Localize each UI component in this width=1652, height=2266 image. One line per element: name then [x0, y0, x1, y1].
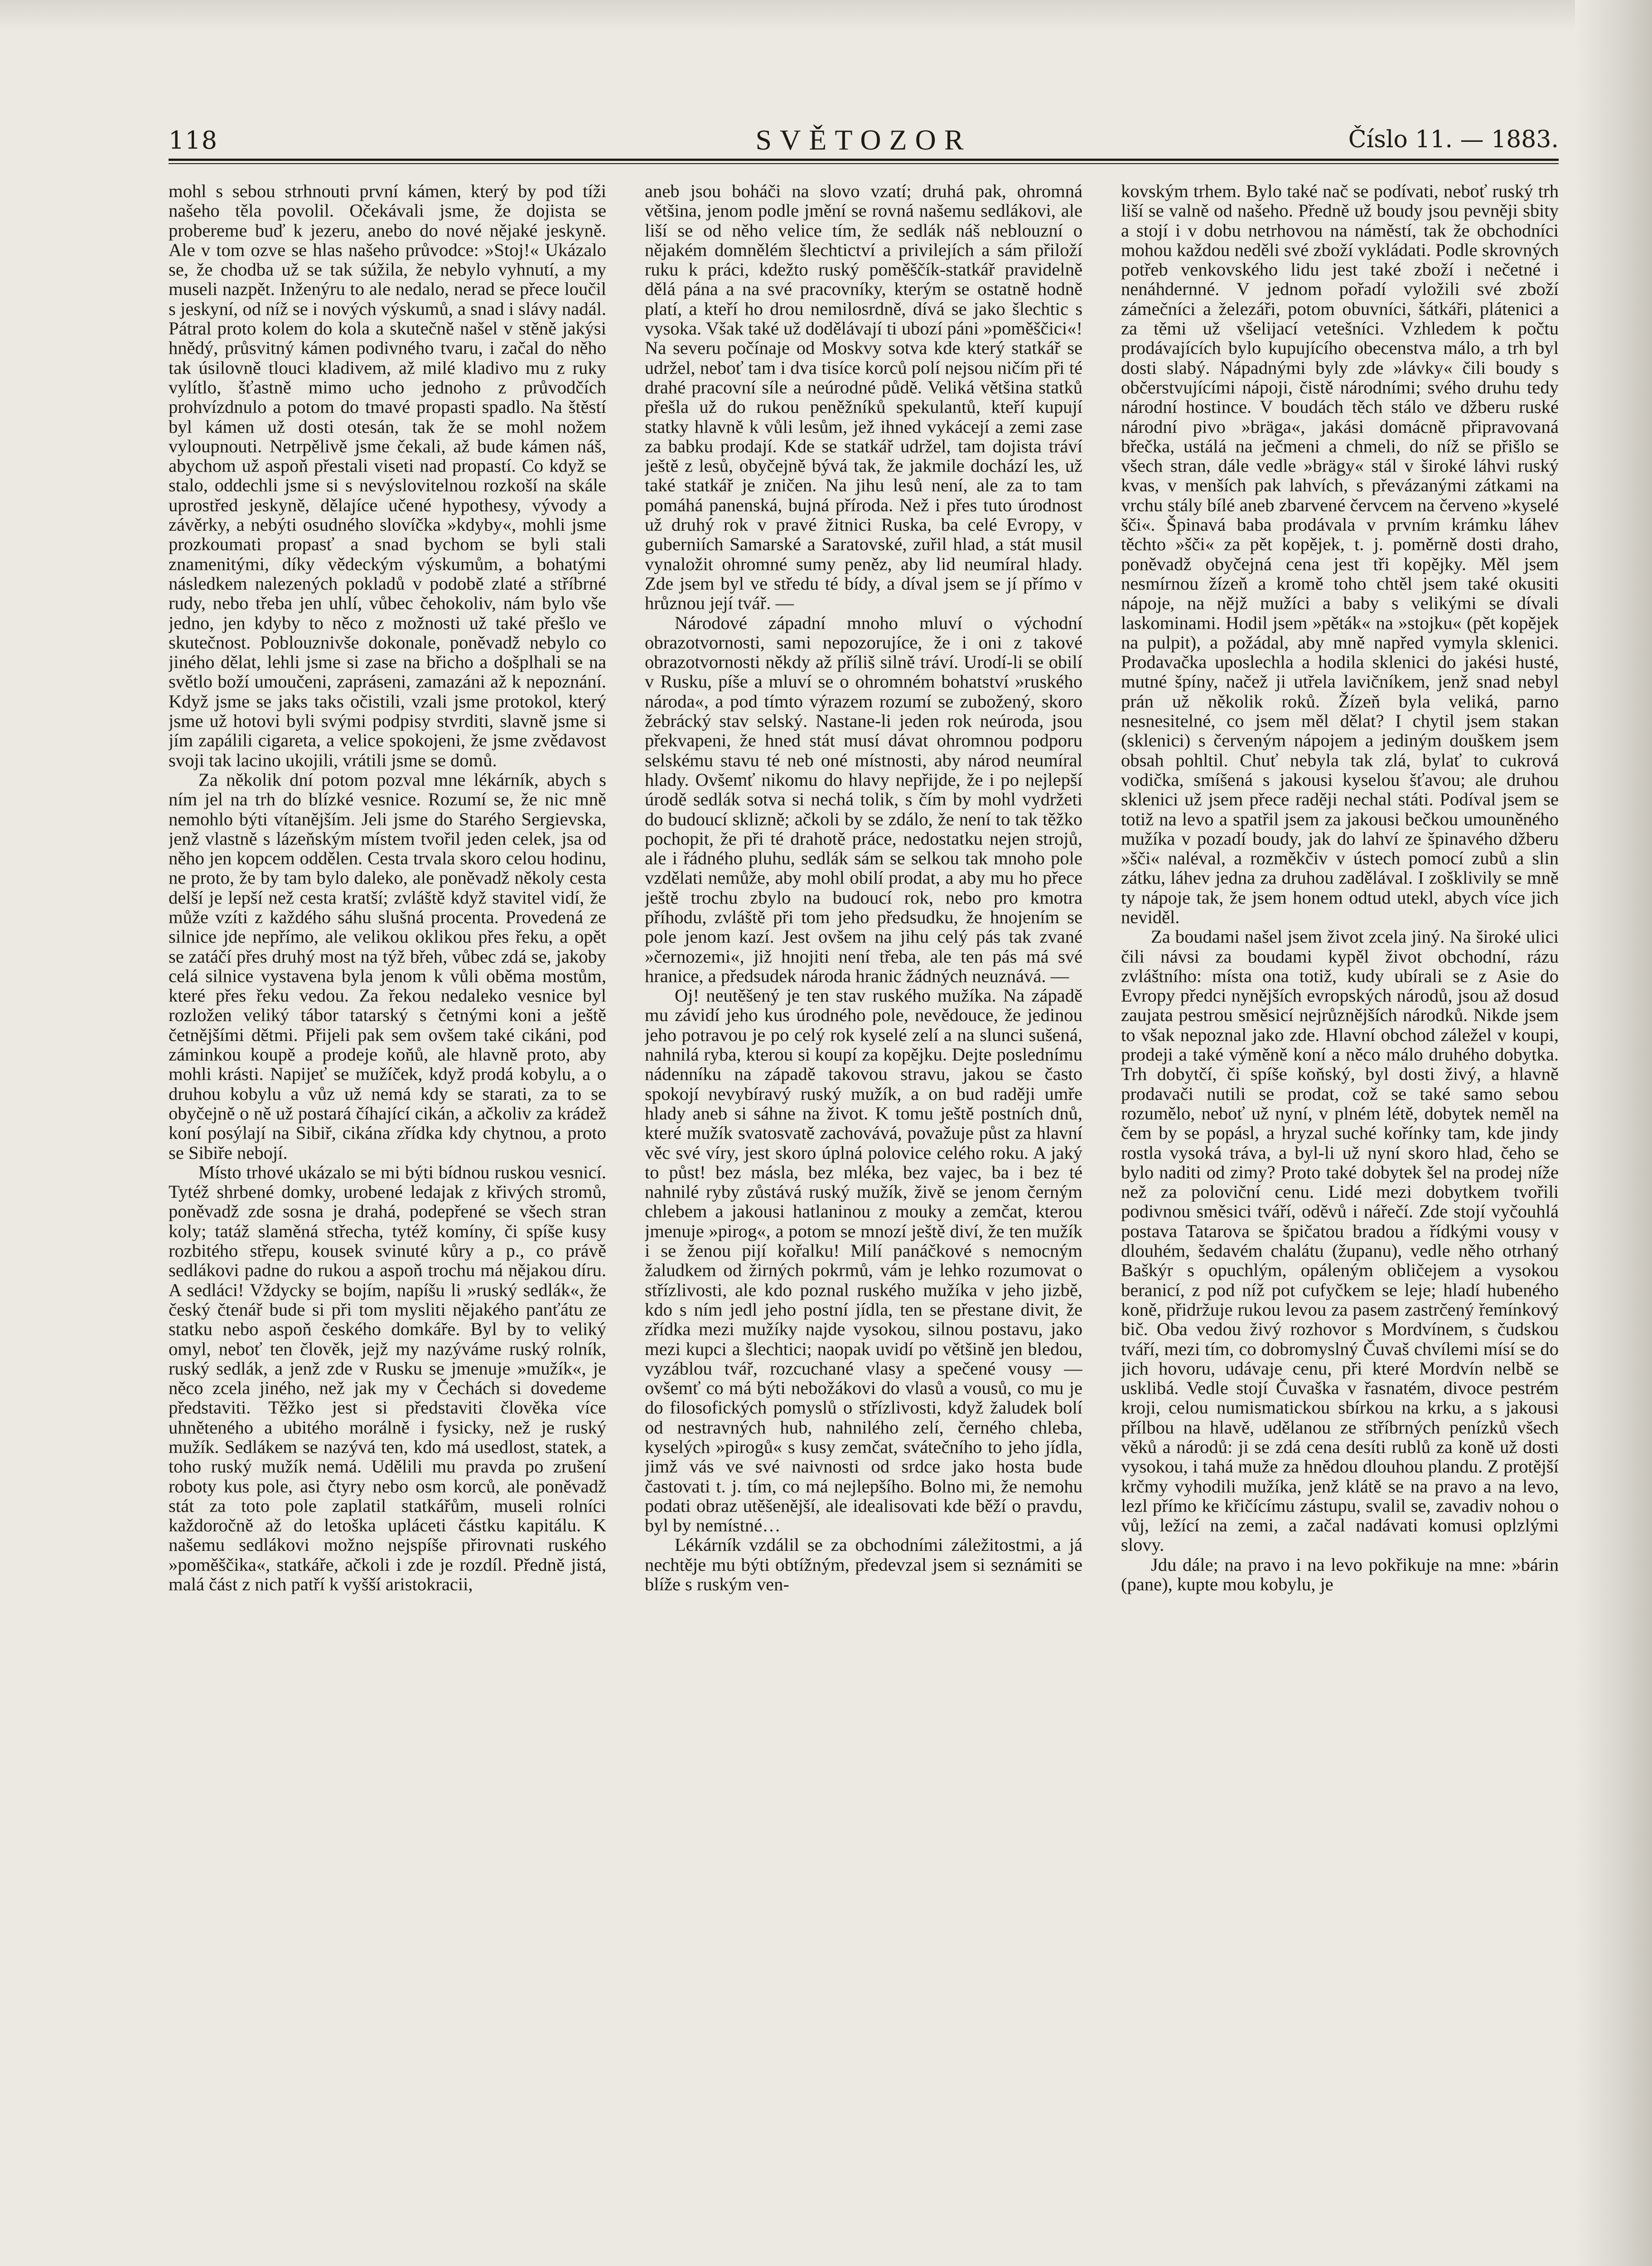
paragraph: Lékárník vzdálil se za obchodními záležitostmi, a já nechtěje mu býti obtížným, předevzal jsem si seznámiti se blíže s ruským ven-	[645, 1535, 1082, 1595]
paragraph: Za boudami našel jsem život zcela jiný. Na široké ulici čili návsi za boudami kypěl život obchodní, rázu zvláštního: místa ona totiž, kudy ubírali se z Asie do Evropy předci nynějších evropských národů, jsou až dosud zaujata pestrou směsicí nejrůznějších národků. Nikde jsem to však nepoznal jako zde. Hlavní obchod záležel v koupi, prodeji a také výměně koní a něco málo druhého dobytka. Trh dobytčí, či spíše koňský, byl dosti živý, a hlavně prodavači nutili se prodat, což se také samo sebou rozumělo, neboť už nyní, v plném létě, dobytek neměl na čem by se popásl, a hryzal suché kořínky tam, kde jindy rostla vysoká tráva, a byl-li už nyní skoro hlad, čeho se bylo naditi od zimy? Proto také dobytek šel na prodej níže než za poloviční cenu. Lidé mezi dobytkem tvořili podivnou směsici tváří, oděvů i nářečí. Zde stojí vyčouhlá postava Tatarova se špičatou bradou a řídkými vousy v dlouhém, šedavém chalátu (županu), vedle něho otrhaný Baškýr s opuchlým, opáleným obličejem a vysokou beranicí, z pod níž pot cufyčkem se leje; hladí hubeného koně, přidržuje rukou levou za pasem zastrčený řemínkový bič. Oba vedou živý rozhovor s Mordvínem, s čudskou tváří, mezi tím, co dobromyslný Čuvaš chvílemi mísí se do jich hovoru, udávaje cenu, při které Mordvín nelbě se usklibá. Vedle stojí Čuvaška v řasnatém, divoce pestrém kroji, celou numismatickou sbírkou na krku, a s jakousi přílbou na hlavě, udělanou ze stříbrných penízků všech věků a národů: ji se zdá cena desíti rublů za koně už dosti vysokou, i tahá muže za hnědou dlouhou plandu. Z protější krčmy vyhodili mužíka, jenž klátě se na pravo a na levo, lezl přímo ke křičícímu zástupu, svalil se, zavadiv nohou o vůj, ležící na zemi, a začal nadávati komusi oplzlými slovy.	[1121, 926, 1559, 1555]
masthead-title: SVĚTOZOR	[755, 124, 972, 156]
paragraph: kovským trhem. Bylo také nač se podívati, neboť ruský trh liší se valně od našeho. Předně už boudy jsou pevněji sbity a stojí i v dobu netrhovou na náměstí, tak že obchodníci mohou každou neděli své zboží vykládati. Podle skrovných potřeb venkovského lidu jest také zboží i nečetné i nenáhdernné. V jednom pořadí vyložili své zboží zámečníci a železáři, potom obuvníci, šátkáři, plátenici a za těmi už všelijací vetešníci. Vzhledem k počtu prodávajících bylo kupujícího obecenstva málo, a trh byl dosti slabý. Nápadnými byly zde »lávky« čili boudy s občerstvujícími nápoji, čistě národními; svého druhu tedy národní hostince. V boudách těch stálo ve džberu ruské národní pivo »bräga«, jakási domácně připravovaná břečka, ustálá na ječmeni a chmeli, do níž se přišlo se všech stran, dále vedle »brägy« stál v široké láhvi ruský kvas, v menších pak lahvích, s převázanými zátkami na vrchu stály bílé aneb zbarvené červcem na červeno »kyselé šči«. Špinavá baba prodávala v prvním krámku láhev těchto »šči« za pět kopějek, t. j. poměrně dosti draho, poněvadž obyčejná cena jest tři kopějky. Měl jsem nesmírnou žízeň a kromě toho chtěl jsem také okusiti nápoje, na nějž mužíci a baby s velikými se dívali laskominami. Hodil jsem »pěták« na »stojku« (pět kopějek na pulpit), a požádal, aby mně napřed vymyla sklenici. Prodavačka uposlechla a hodila sklenici do jakési husté, mutné špíny, načež ji utřela lavičníkem, jenž snad nebyl prán už několik roků. Žízeň byla veliká, parno nesnesitelné, co jsem měl dělat? I chytil jsem stakan (sklenici) s červeným nápojem a jediným douškem jsem obsah pohltil. Chuť nebyla tak zlá, bylať to cukrová vodička, smíšená s jakousi kyselou šťavou; ale druhou sklenici už jsem přece raději nechal státi. Podíval jsem se totiž na levo a spatřil jsem za jakousi bečkou umouněného mužíka v pozadí boudy, jak do lahví ze špinavého džberu »šči« naléval, a rozměkčiv v ústech pomocí zubů a slin zátku, láhev jedna za druhou zadělával. I zošklivily se mně ty nápoje tak, že jsem honem odtud utekl, abych více jich neviděl.	[1121, 181, 1559, 927]
paragraph: Za několik dní potom pozval mne lékárník, abych s ním jel na trh do blízké vesnice. Rozumí se, že nic mně nemohlo býti vítanějším. Jeli jsme do Starého Sergievska, jenž vlastně s lázeňským místem tvořil jeden celek, jsa od něho jen kopcem oddělen. Cesta trvala skoro celou hodinu, ne proto, že by tam bylo daleko, ale poněvadž několy cesta delší je lepší než cesta kratší; zvláště když stavitel vidí, že může vzíti z každého sáhu slušná procenta. Provedená ze silnice jde nepřímo, ale velikou oklikou přes řeku, a opět se zatáčí přes druhý most na týž břeh, vůbec zdá se, jakoby celá silnice vystavena byla jenom k vůli oběma mostům, které přes řeku vedou. Za řekou nedaleko vesnice byl rozložen veliký tábor tatarský s četnými koni a ještě četnějšími dětmi. Přijeli pak sem ovšem také cikáni, pod záminkou koupě a prodeje koňů, ale hlavně proto, aby mohli krásti. Napijeť se mužíček, když prodá kobylu, a o druhou kobylu a vůz už nemá kdy se starati, za to se obyčejně o ně už postará číhající cikán, a ačkoliv za krádež koní posýlají na Sibiř, cikána zřídka kdy chytnou, a proto se Sibiře nebojí.	[169, 769, 606, 1163]
page-number: 118	[169, 126, 218, 155]
article-columns	[169, 181, 1559, 2248]
text-column-3	[1121, 181, 1559, 2248]
page-top-edge	[0, 0, 1652, 32]
paragraph: aneb jsou boháči na slovo vzatí; druhá pak, ohromná většina, jenom podle jmění se rovná našemu sedlákovi, ale liší se od něho velice tím, že sedlák náš neblouzní o nějakém domnělém šlechtictví a privilejích a sám přiloží ruku k práci, kdežto ruský poměščík-statkář pravidelně dělá pána a na své pracovníky, kterým se ostatně hodně platí, a kteří ho drou nemilosrdně, dívá se jako šlechtic s vysoka. Však také už dodělávají ti ubozí páni »poměščici«! Na severu počínaje od Moskvy sotva kde který statkář se udržel, neboť tam i dva tisíce korců polí nejsou ničím při té drahé pracovní síle a neúrodné půdě. Veliká většina statků přešla už do rukou peněžníků spekulantů, kteří kupují statky hlavně k vůli lesům, jež ihned vykácejí a zemi zase za babku prodají. Kde se statkář udržel, tam dojista tráví ještě z lesů, obyčejně bývá tak, že jakmile dochází les, už také statkář je zničen. Na jihu lesů není, ale za to tam pomáhá panenská, bujná příroda. Než i přes tuto úrodnost už druhý rok v pravé žitnici Ruska, ba celé Evropy, v guberniích Samarské a Saratovské, zuřil hlad, a stát musil vynaložit ohromné sumy peněz, aby lid neumíral hlady. Zde jsem byl ve středu té bídy, a díval jsem se jí přímo v hrůznou její tvář. —	[645, 181, 1082, 614]
header-rule-thin	[169, 163, 1559, 164]
page-right-edge	[1575, 0, 1652, 2266]
text-column-1	[169, 181, 606, 2248]
text-column-2	[645, 181, 1082, 2248]
paragraph: Místo trhové ukázalo se mi býti bídnou ruskou vesnicí. Tytéž shrbené domky, urobené ledajak z křivých stromů, poněvadž zde sosna je drahá, podepřené se všech stran koly; tatáž slaměná střecha, tytéž komíny, či spíše kusy rozbitého střepu, kousek svinuté kůry a p., co právě sedlákovi padne do rukou a aspoň trochu má nějakou díru. A sedláci! Vždycky se bojím, napíšu li »ruský sedlák«, že český čtenář bude si při tom mysliti nějakého panťátu ze statku nebo aspoň českého domkáře. Byl by to veliký omyl, neboť ten člověk, jejž my nazýváme ruský rolník, ruský sedlák, a jenž zde v Rusku se jmenuje »mužík«, je něco zcela jiného, než jak my v Čechách si dovedeme představiti. Těžko jest si představiti člověka více uhněteného a ubitého morálně i fysicky, než je ruský mužík. Sedlákem se nazývá ten, kdo má usedlost, statek, a toho ruský mužík nemá. Udělili mu pravda po zrušení roboty kus pole, asi čtyry nebo osm korců, ale poněvadž stát za toto pole zaplatil statkářům, museli rolníci každoročně až do letoška upláceti částku kapitálu. K našemu sedlákovi možno nejspíše přirovnati ruského »poměščika«, statkáře, ačkoli i zde je rozdíl. Předně jistá, malá část z nich patří k vyšší aristokracii,	[169, 1162, 606, 1595]
header-rule	[169, 159, 1559, 161]
paragraph: Jdu dále; na pravo i na levo pokřikuje na mne: »bárin (pane), kupte mou kobylu, je	[1121, 1554, 1559, 1595]
paragraph: mohl s sebou strhnouti první kámen, který by pod tíži našeho těla povolil. Očekávali jsme, že dojista se probereme buď k jezeru, anebo do nové nějaké jeskyně. Ale v tom ozve se hlas našeho průvodce: »Stoj!« Ukázalo se, že chodba už se tak súžila, že nebylo vyhnutí, a my museli nazpět. Inženýru to ale nedalo, nerad se přece loučil s jeskyní, od níž se i nových výskumů, a snad i slávy nadál. Pátral proto kolem do kola a skutečně našel v stěně jakýsi hnědý, průsvitný kámen podivného tvaru, i začal do něho tak úsilovně tlouci kladivem, až milé kladivo mu z ruky vylítlo, šťastně mimo ucho jednoho z průvodčích prohvízdnulo a potom do tmavé propasti spadlo. Na štěstí byl kámen už dosti otesán, tak že se mohl nožem vyloupnouti. Netrpělivě jsme čekali, až bude kámen náš, abychom už aspoň přestali viseti nad propastí. Co když se stalo, oddechli jsme si s nevýslovitelnou rozkoší na skále uprostřed jeskyně, dělajíce učené hypothesy, vývody a závěrky, a nebýti osudného slovíčka »kdyby«, mohli jsme prozkoumati propasť a snad bychom se byli stali znamenitými, díky vědeckým výskumům, a bohatými následkem nalezených pokladů v podobě zlaté a stříbrné rudy, nebo třeba jen uhlí, vůbec čehokoliv, nám bylo vše jedno, jen kdyby to něco z možnosti už také přešlo ve skutečnost. Poblouznivše dokonale, poněvadž nebylo co jiného dělat, lehli jsme si zase na břicho a došplhali se na světlo boží umoučeni, zapráseni, zamazáni až k nepoznání. Když jsme se jaks taks očistili, vzali jsme protokol, který jsme už hotovi byli svými podpisy stvrditi, slavně jsme si jím zapálili cigareta, a velice spokojeni, že jsme zvědavost svoji tak lacino ukojili, vrátili jsme se domů.	[169, 181, 606, 770]
paragraph: Oj! neutěšený je ten stav ruského mužíka. Na západě mu závidí jeho kus úrodného pole, nevědouce, že jedinou jeho potravou je po celý rok kyselé zelí a na slunci sušená, nahnilá ryba, kterou si koupí za kopějku. Dejte poslednímu nádenníku na západě takovou stravu, jakou se často spokojí nevybíravý ruský mužík, a on bud raději umře hlady aneb si sáhne na život. K tomu ještě postních dnů, které mužík svatosvatě zachovává, považuje půst za hlavní věc své víry, jest skoro úplná polovice celého roku. A jaký to půst! bez másla, bez mléka, bez vajec, ba i bez té nahnilé ryby zůstává ruský mužík, živě se jenom černým chlebem a jakousi hatlaninou z mouky a zemčat, kterou jmenuje »pirog«, a potom se mnozí ještě diví, že ten mužík i se ženou pijí kořalku! Milí panáčkové s nemocným žaludkem od žirných pokrmů, vám je lehko rozumovat o střízlivosti, ale kdo poznal ruského mužíka v jeho jizbě, kdo s ním jedl jeho postní jídla, ten se přestane divit, že zřídka mezi mužíky najde vysokou, silnou postavu, jako mezi kupci a šlechtici; naopak uvidí po většině jen bledou, vyzáblou tvář, rozcuchané vlasy a spečené vousy — ovšemť co má býti nebožákovi do vlasů a vousů, co mu je do filosofických pomyslů o střízlivosti, když žaludek bolí od nestravných hub, nahnilého zelí, černého chleba, kyselých »pirogů« s kusy zemčat, svátečního to jeho jídla, jimž vás ve své naivnosti od srdce jako hosta bude častovati t. j. tím, co má nejlepšího. Bolno mi, že nemohu podati obraz utěšenější, ale idealisovati kde běží o pravdu, byl by nemístné…	[645, 985, 1082, 1536]
paragraph: Národové západní mnoho mluví o východní obrazotvornosti, sami nepozorujíce, že i oni z takové obrazotvornosti někdy až příliš silně tráví. Urodí-li se obilí v Rusku, píše a mluví se o ohromném bohatství »ruského národa«, a pod tímto výrazem rozumí se zubožený, skoro žebrácký stav selský. Nastane-li jeden rok neúroda, jsou překvapeni, že hned stát musí dávat ohromnou podporu selskému stavu té neb oné místnosti, aby národ neumíral hlady. Ovšemť nikomu do hlavy nepřijde, že i po nejlepší úrodě sedlák sotva si nechá tolik, s čím by mohl vydržeti do budoucí sklizně; ačkoli by se zdálo, že není to tak těžko pochopit, že při té drahotě práce, nedostatku nejen strojů, ale i řádného pluhu, sedlák sám se selkou tak mnoho pole vzdělati nemůže, aby mohl obilí prodat, a aby mu ho přece ještě trochu zbylo na budoucí rok, nebo pro kmotra příhodu, zvláště při tom jeho předsudku, že hnojením se pole jenom kazí. Jest ovšem na jihu celý pás tak zvané »černozemi«, již hnojiti není třeba, ale ten pás má své hranice, a předsudek národa hranic žádných neuznává. —	[645, 612, 1082, 986]
issue-number: Číslo 11. — 1883.	[1348, 126, 1559, 153]
